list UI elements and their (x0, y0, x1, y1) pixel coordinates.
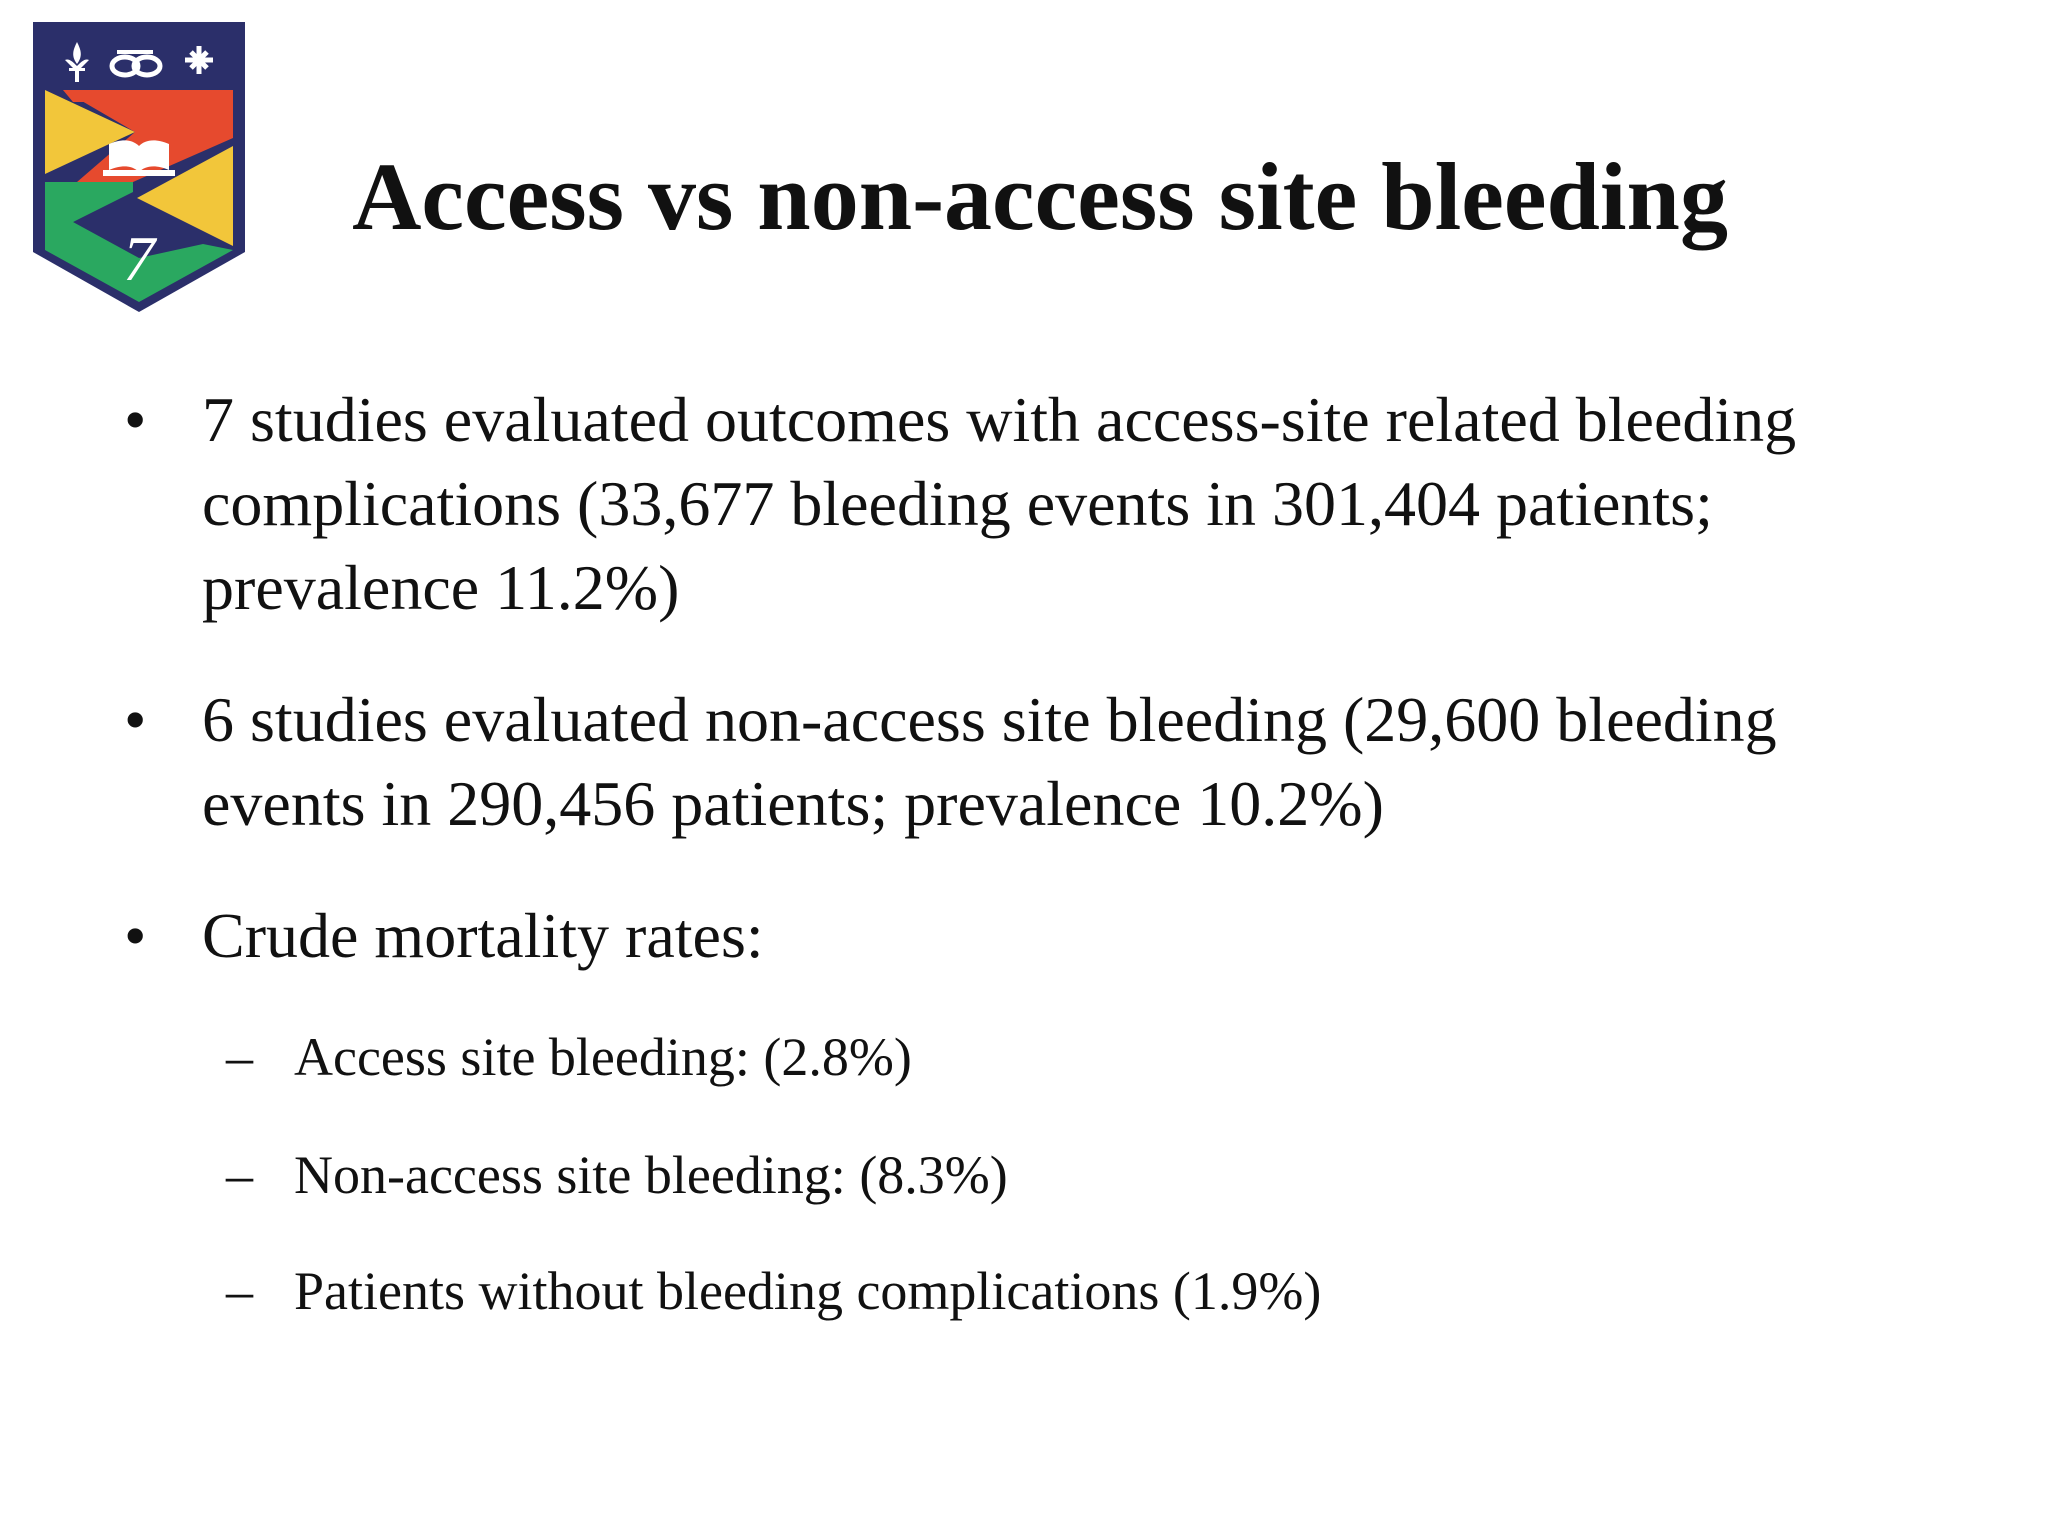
sub-bullet-text: Patients without bleeding complications (1.9%) (294, 1261, 1322, 1321)
sub-bullet-marker: – (226, 1261, 253, 1321)
bullet-marker: • (124, 384, 147, 455)
bullet-text: Crude mortality rates: (202, 900, 764, 971)
bullet-marker: • (124, 684, 147, 755)
bullet-text: 7 studies evaluated outcomes with access-site related bleeding complications (33,677 bleeding events in 301,404 patients; prevalence 11.2%) (202, 384, 1797, 623)
crest-numeral: 7 (123, 223, 155, 294)
bullet-text: 6 studies evaluated non-access site bleeding (29,600 bleeding events in 290,456 patients; prevalence 10.2%) (202, 684, 1777, 839)
bullet-marker: • (124, 900, 147, 971)
sub-bullet-text: Access site bleeding: (2.8%) (294, 1027, 912, 1087)
sub-bullet-text: Non-access site bleeding: (8.3%) (294, 1145, 1008, 1205)
sub-bullet-marker: – (226, 1027, 253, 1087)
slide-title: Access vs non-access site bleeding (352, 143, 1728, 250)
sub-bullet-marker: – (226, 1145, 253, 1205)
